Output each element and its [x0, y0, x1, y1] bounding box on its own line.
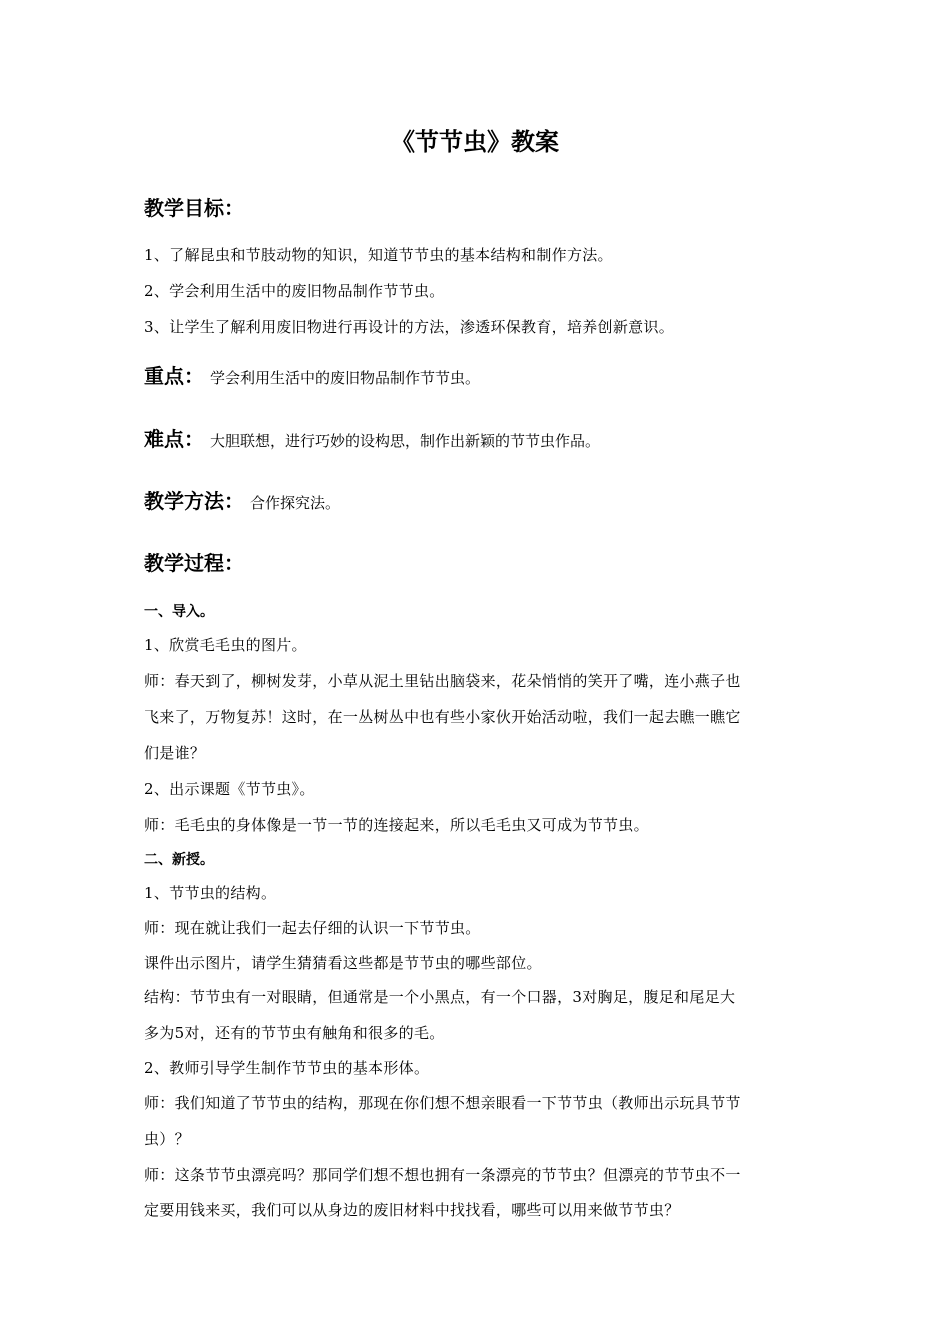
process-line: 结构：节节虫有一对眼睛，但通常是一个小黑点，有一个口器，3对胸足，腹足和尾足大 [144, 988, 736, 1006]
process-line: 飞来了，万物复苏！这时，在一丛树丛中也有些小家伙开始活动啦，我们一起去瞧一瞧它 [144, 708, 741, 726]
difficulty-text: 大胆联想，进行巧妙的设构思，制作出新颖的节节虫作品。 [210, 432, 601, 450]
section1-title: 一、导入。 [144, 604, 214, 620]
key-point-text: 学会利用生活中的废旧物品制作节节虫。 [210, 369, 481, 387]
key-point-label: 重点： [144, 364, 204, 388]
goal-item: 1、了解昆虫和节肢动物的知识，知道节节虫的基本结构和制作方法。 [144, 246, 613, 264]
difficulty [144, 423, 810, 452]
process-line: 师：现在就让我们一起去仔细的认识一下节节虫。 [144, 919, 481, 937]
process-line: 多为5对，还有的节节虫有触角和很多的毛。 [144, 1024, 445, 1042]
goal-item: 3、让学生了解利用废旧物进行再设计的方法，渗透环保教育，培养创新意识。 [144, 318, 675, 336]
process-line: 虫）？ [144, 1130, 190, 1148]
process-line: 师：毛毛虫的身体像是一节一节的连接起来，所以毛毛虫又可成为节节虫。 [144, 816, 649, 834]
goals-heading: 教学目标： [144, 196, 244, 220]
method-label: 教学方法： [144, 489, 244, 513]
process-line: 师：我们知道了节节虫的结构，那现在你们想不想亲眼看一下节节虫（教师出示玩具节节 [144, 1094, 741, 1112]
key-point [144, 360, 810, 389]
method-text: 合作探究法。 [250, 494, 341, 512]
section2-title: 二、新授。 [144, 852, 214, 868]
process-line: 定要用钱来买，我们可以从身边的废旧材料中找找看，哪些可以用来做节节虫？ [144, 1201, 680, 1219]
process-line: 师：春天到了，柳树发芽，小草从泥土里钻出脑袋来，花朵悄悄的笑开了嘴，连小燕子也 [144, 672, 741, 690]
process-line: 2、教师引导学生制作节节虫的基本形体。 [144, 1059, 430, 1077]
process-line: 们是谁？ [144, 744, 206, 762]
goal-item: 2、学会利用生活中的废旧物品制作节节虫。 [144, 282, 445, 300]
process-line: 课件出示图片，请学生猜猜看这些都是节节虫的哪些部位。 [144, 954, 542, 972]
difficulty-label: 难点： [144, 427, 204, 451]
process-line: 师：这条节节虫漂亮吗？那同学们想不想也拥有一条漂亮的节节虫？但漂亮的节节虫不一 [144, 1166, 741, 1184]
process-line: 1、节节虫的结构。 [144, 884, 277, 902]
process-heading: 教学过程： [144, 551, 244, 575]
process-line: 1、欣赏毛毛虫的图片。 [144, 636, 307, 654]
process-line: 2、出示课题《节节虫》。 [144, 780, 315, 798]
method [144, 485, 810, 514]
document-title: 《节节虫》教案 [391, 127, 559, 156]
